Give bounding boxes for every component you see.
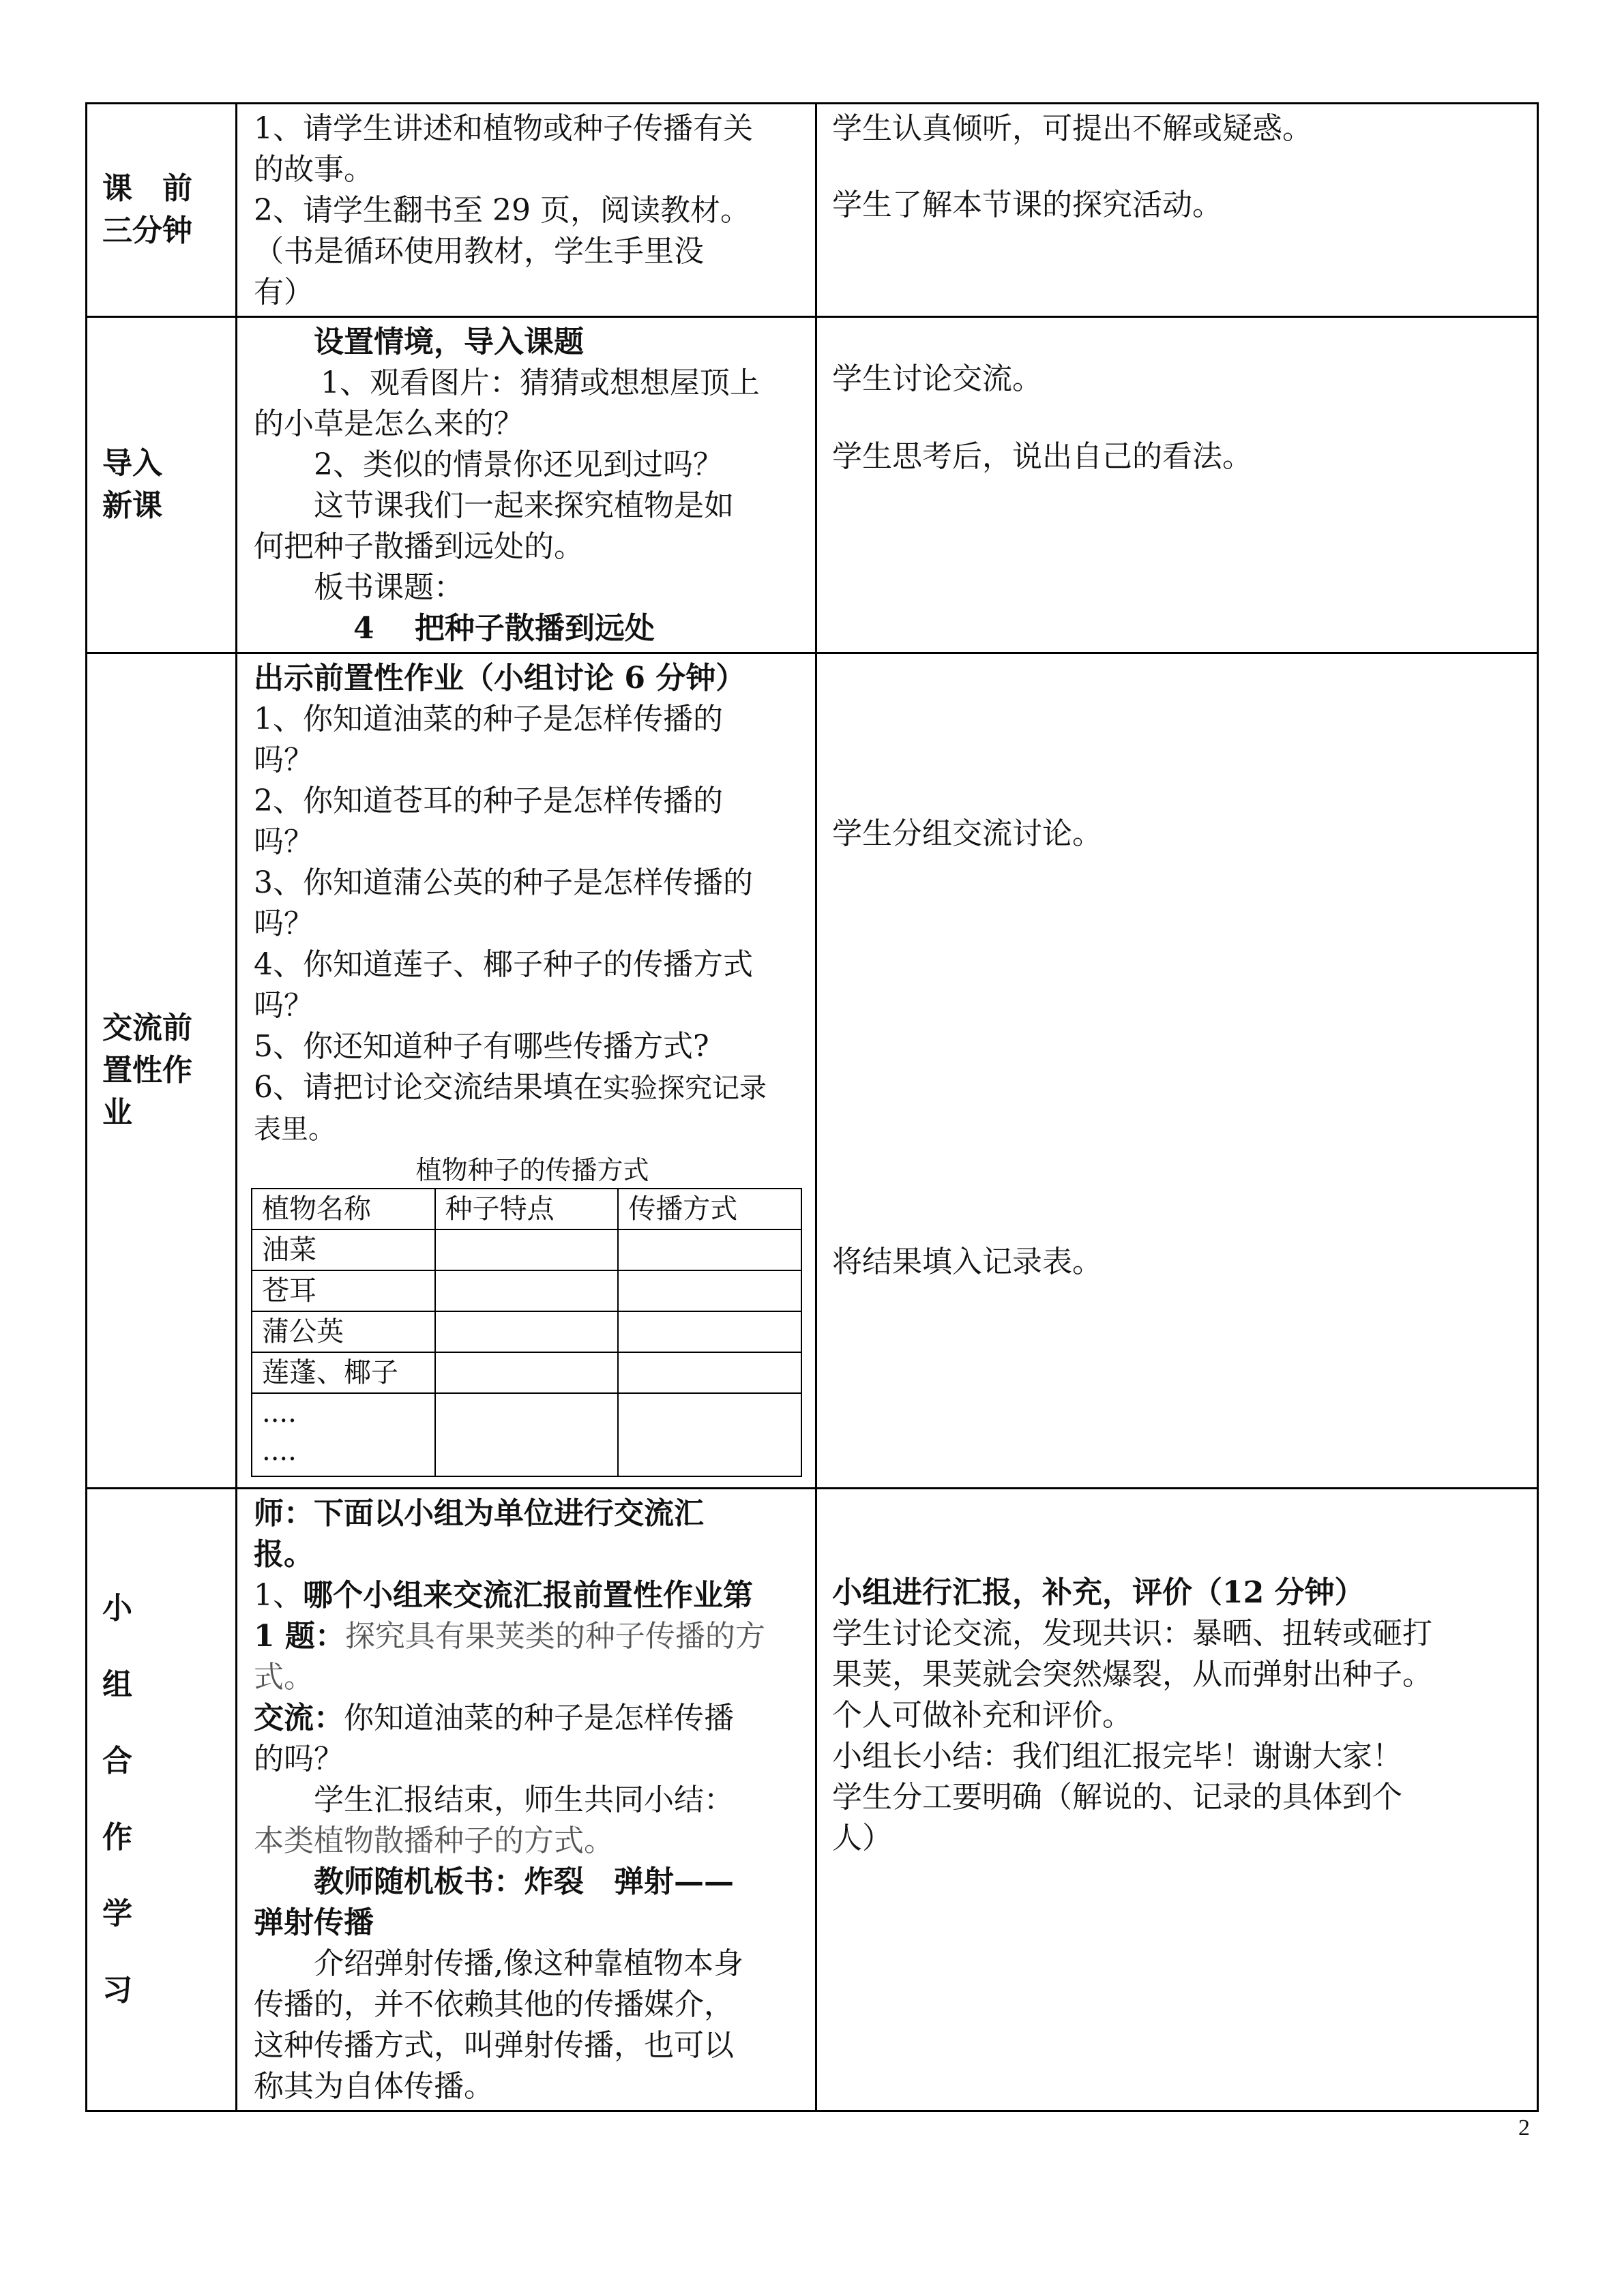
teacher-activity-homework: 出示前置性作业（小组讨论 6 分钟） 1、你知道油菜的种子是怎样传播的 吗？ 2、你知道苍耳的种子是怎样传播的 吗？ 3、你知道蒲公英的种子是怎样传播的 吗？ 4、你知道莲子、椰子种子的传播方式 吗？ 5、你还知道种子有哪些传播方式? 6、请把讨论交流结果填在实验探究记录 表里。 植物种子的传播方式 植物名称 种子特点 传播方式 油菜 苍耳 蒲公英 莲蓬、椰子 .... .... (237, 653, 816, 1489)
seed-dispersal-table (251, 1188, 802, 1477)
seed-table-header: 植物名称 种子特点 传播方式 (252, 1189, 801, 1229)
student-activity-pre-class: 学生认真倾听，可提出不解或疑惑。 学生了解本节课的探究活动。 (816, 104, 1538, 317)
teacher-activity-pre-class: 1、请学生讲述和植物或种子传播有关 的故事。 2、请学生翻书至 29 页，阅读教材。 （书是循环使用教材，学生手里没 有） (237, 104, 816, 317)
student-activity-introduction: 学生讨论交流。 学生思考后，说出自己的看法。 (816, 317, 1538, 653)
row-introduction (87, 317, 1538, 653)
table-row: 莲蓬、椰子 (252, 1352, 801, 1393)
page-number: 2 (1518, 2115, 1530, 2141)
label-homework-exchange: 交流前 置性作 业 (87, 653, 237, 1489)
teacher-activity-introduction: 设置情境，导入课题 1、观看图片：猜猜或想想屋顶上 的小草是怎么来的？ 2、类似的情景你还见到过吗？ 这节课我们一起来探究植物是如 何把种子散播到远处的。 板书课题： 4 把种子散播到远处 (237, 317, 816, 653)
table-row: 苍耳 (252, 1270, 801, 1311)
table-row: .... .... (252, 1393, 801, 1476)
row-group-cooperation (87, 1489, 1538, 2111)
seed-table-title: 植物种子的传播方式 (415, 1155, 649, 1185)
label-introduction: 导入 新课 (87, 317, 237, 653)
table-row: 蒲公英 (252, 1311, 801, 1352)
label-pre-class: 课 前 三分钟 (87, 104, 237, 317)
lesson-plan-table (85, 102, 1539, 2112)
student-activity-group: 小组进行汇报，补充，评价（12 分钟） 学生讨论交流，发现共识：暴晒、扭转或砸打 果荚，果荚就会突然爆裂，从而弹射出种子。 个人可做补充和评价。 小组长小结：我们组汇报完毕！谢谢大家！ 学生分工要明确（解说的、记录的具体到个 人） (816, 1489, 1538, 2111)
label-group-cooperation: 小 组 合 作 学 习 (87, 1489, 237, 2111)
lesson-title: 4 把种子散播到远处 (353, 611, 655, 646)
row-homework-exchange (87, 653, 1538, 1489)
table-row: 油菜 (252, 1229, 801, 1270)
teacher-activity-group: 师：下面以小组为单位进行交流汇 报。 1、哪个小组来交流汇报前置性作业第 1 题：探究具有果荚类的种子传播的方 式。 交流：你知道油菜的种子是怎样传播 的吗？ 学生汇报结束，师生共同小结： 本类植物散播种子的方式。 教师随机板书：炸裂 弹射—— 弹射传播 介绍弹射传播,像这种靠植物本身 传播的，并不依赖其他的传播媒介， 这种传播方式，叫弹射传播，也可以 称其为自体传播。 (237, 1489, 816, 2111)
row-pre-class (87, 104, 1538, 317)
student-activity-homework: 学生分组交流讨论。 将结果填入记录表。 (816, 653, 1538, 1489)
